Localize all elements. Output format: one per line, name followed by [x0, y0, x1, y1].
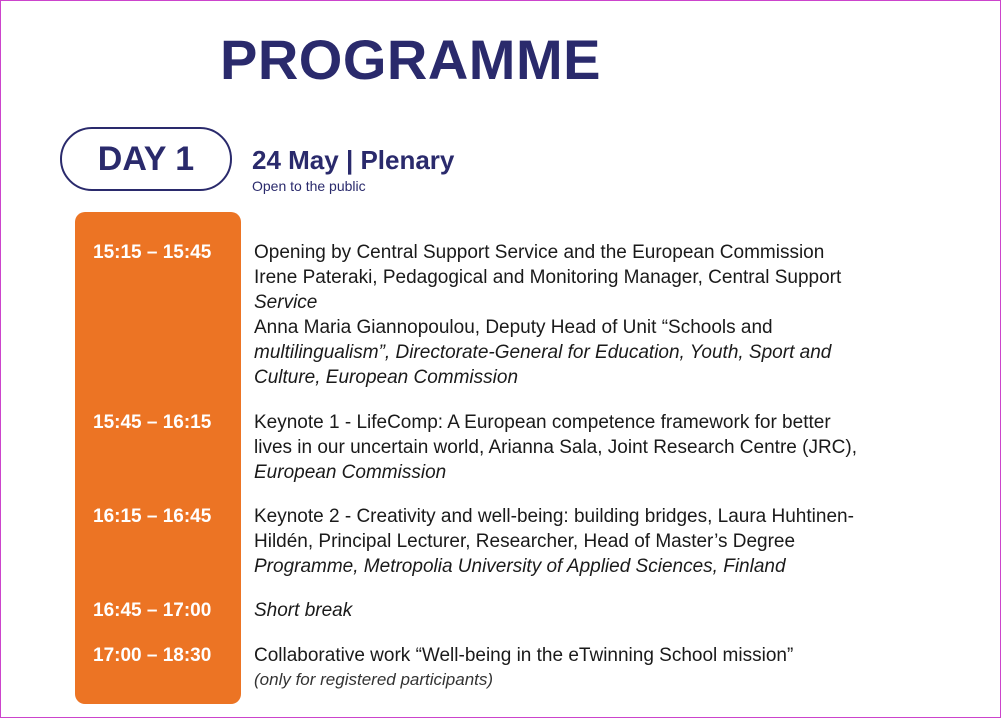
session-speaker-line: Culture, European Commission	[254, 367, 519, 388]
session-speaker-line: European Commission	[254, 462, 447, 483]
day-label: DAY 1	[97, 139, 195, 178]
session-title: Short break	[254, 600, 353, 621]
session-description	[254, 504, 914, 579]
session-speaker-line: multilingualism”, Directorate-General for Education, Youth, Sport and	[254, 342, 832, 363]
session-title: Collaborative work “Well-being in the eTwinning School mission”	[254, 645, 794, 666]
session-time: 16:45 – 17:00	[93, 600, 212, 621]
session-title: Keynote 1 - LifeComp: A European competence framework for better	[254, 412, 831, 433]
session-speaker-line: Service	[254, 292, 318, 313]
session-note: (only for registered participants)	[254, 670, 494, 689]
session-speaker-line: Programme, Metropolia University of Applied Sciences, Finland	[254, 556, 786, 577]
session-description	[254, 240, 914, 390]
session-speaker-line: Irene Pateraki, Pedagogical and Monitoring Manager, Central Support	[254, 267, 842, 288]
session-description	[254, 643, 914, 691]
session-title: Keynote 2 - Creativity and well-being: building bridges, Laura Huhtinen-	[254, 506, 854, 527]
page-title: PROGRAMME	[220, 28, 601, 91]
session-time: 16:15 – 16:45	[93, 506, 212, 527]
session-speaker-line: Anna Maria Giannopoulou, Deputy Head of Unit “Schools and	[254, 317, 773, 338]
session-speaker-line: lives in our uncertain world, Arianna Sala, Joint Research Centre (JRC),	[254, 437, 857, 458]
session-speaker-line: Hildén, Principal Lecturer, Researcher, Head of Master’s Degree	[254, 531, 796, 552]
session-title: Opening by Central Support Service and the European Commission	[254, 242, 825, 263]
session-description	[254, 410, 914, 485]
session-description	[254, 598, 914, 623]
day-badge	[60, 127, 232, 191]
day-heading: 24 May | Plenary	[252, 145, 455, 175]
time-column	[75, 212, 241, 704]
session-time: 15:45 – 16:15	[93, 412, 212, 433]
day-subheading: Open to the public	[252, 178, 366, 194]
session-time: 17:00 – 18:30	[93, 645, 212, 666]
session-time: 15:15 – 15:45	[93, 242, 212, 263]
